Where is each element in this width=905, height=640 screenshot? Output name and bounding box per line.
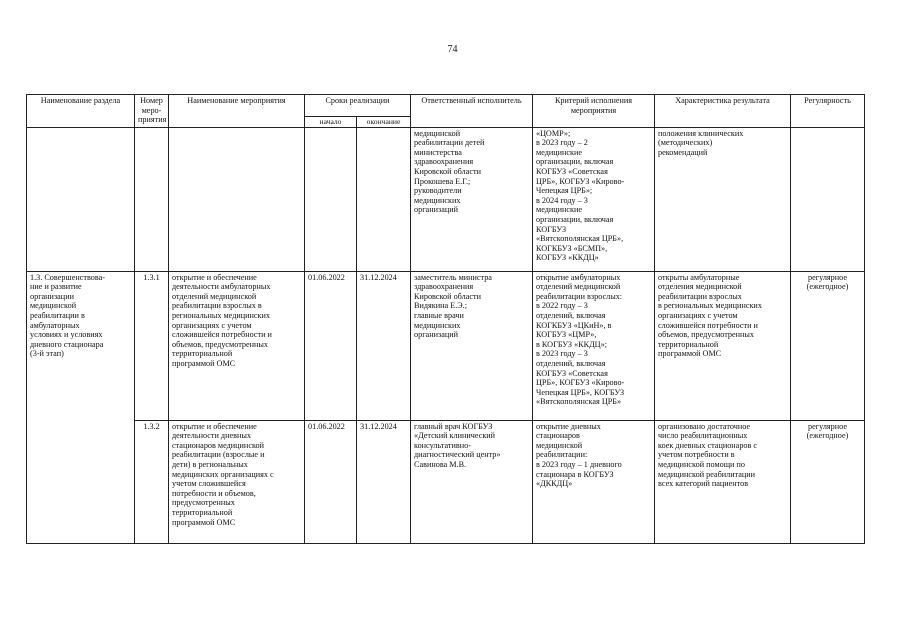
cell-regularity: регулярное (ежегодное): [791, 271, 865, 420]
cell-start: 01.06.2022: [305, 271, 357, 420]
cell-result: организовано достаточное число реабилитационных коек дневных стационаров с учетом потребности в медицинской помощи по медицинской реабилитации всех категорий пациентов: [655, 420, 791, 543]
table-row: [27, 420, 865, 543]
cell-number: 1.3.2: [135, 420, 169, 543]
cell-result: положения клинических (методических) рекомендаций: [655, 127, 791, 271]
table-row: [27, 271, 865, 420]
cell-section: 1.3. Совершенствова- ние и развитие организации медицинской реабилитации в амбулаторных условиях и условиях дневного стационара (3-й этап): [27, 271, 135, 543]
header-number: Номер меро- приятия: [135, 95, 169, 128]
cell-result: открыты амбулаторные отделения медицинской реабилитации взрослых в региональных медицинских организациях с учетом сложившейся потребности и объемов, предусмотренных территориальной программой ОМС: [655, 271, 791, 420]
cell-event: открытие и обеспечение деятельности амбулаторных отделений медицинской реабилитации взрослых в региональных медицинских организациях с учетом сложившейся потребности и объемов, предусмотренных территориальной программой ОМС: [169, 271, 305, 420]
cell-end: 31.12.2024: [357, 271, 411, 420]
cell-regularity: [791, 127, 865, 271]
header-section: Наименование раздела: [27, 95, 135, 128]
cell-end: [357, 127, 411, 271]
measures-table: [26, 94, 865, 544]
header-result: Характеристика результата: [655, 95, 791, 128]
header-end: окончание: [357, 117, 411, 128]
cell-criterion: «ЦОМР»; в 2023 году – 2 медицинские организации, включая КОГБУЗ «Советская ЦРБ», КОГБУЗ «Кирово- Чепецкая ЦРБ»; в 2024 году – 3 медицинские организации, включая КОГБУЗ «Вятскополянская ЦРБ», КОГКБУЗ «БСМП», КОГБУЗ «ККДЦ»: [533, 127, 655, 271]
cell-criterion: открытие дневных стационаров медицинской реабилитации: в 2023 году – 1 дневного стационара в КОГБУЗ «ДККДЦ»: [533, 420, 655, 543]
header-executor: Ответственный исполнитель: [411, 95, 533, 128]
header-row: [27, 95, 865, 117]
cell-end: 31.12.2024: [357, 420, 411, 543]
cell-regularity: регулярное (ежегодное): [791, 420, 865, 543]
cell-event: открытие и обеспечение деятельности дневных стационаров медицинской реабилитации (взрослые и дети) в региональных медицинских организациях с учетом сложившейся потребности и объемов, предусмотренных территориальной программой ОМС: [169, 420, 305, 543]
header-regularity: Регулярность: [791, 95, 865, 128]
header-criterion: Критерий исполнения мероприятия: [533, 95, 655, 128]
cell-start: 01.06.2022: [305, 420, 357, 543]
cell-start: [305, 127, 357, 271]
cell-executor: медицинской реабилитации детей министерства здравоохранения Кировской области Прокошева Е.Г.; руководители медицинских организаций: [411, 127, 533, 271]
cell-section: [27, 127, 135, 271]
header-timing: Сроки реализации: [305, 95, 411, 117]
cell-executor: заместитель министра здравоохранения Кировской области Видякина Е.Э.; главные врачи медицинских организаций: [411, 271, 533, 420]
cell-executor: главный врач КОГБУЗ «Детский клинический консультативно- диагностический центр» Савинова М.В.: [411, 420, 533, 543]
cell-number: 1.3.1: [135, 271, 169, 420]
table-row: [27, 127, 865, 271]
header-start: начало: [305, 117, 357, 128]
cell-number: [135, 127, 169, 271]
cell-criterion: открытие амбулаторных отделений медицинской реабилитации взрослых: в 2022 году – 3 отделений, включая КОГКБУЗ «ЦКиН», в КОГБУЗ «ЦМР», в КОГБУЗ «ККДЦ»; в 2023 году – 3 отделений, включая КОГБУЗ «Советская ЦРБ», КОГБУЗ «Кирово- Чепецкая ЦРБ», КОГБУЗ «Вятскополянская ЦРБ»: [533, 271, 655, 420]
header-event: Наименование мероприятия: [169, 95, 305, 128]
cell-event: [169, 127, 305, 271]
page-number: 74: [447, 44, 458, 55]
